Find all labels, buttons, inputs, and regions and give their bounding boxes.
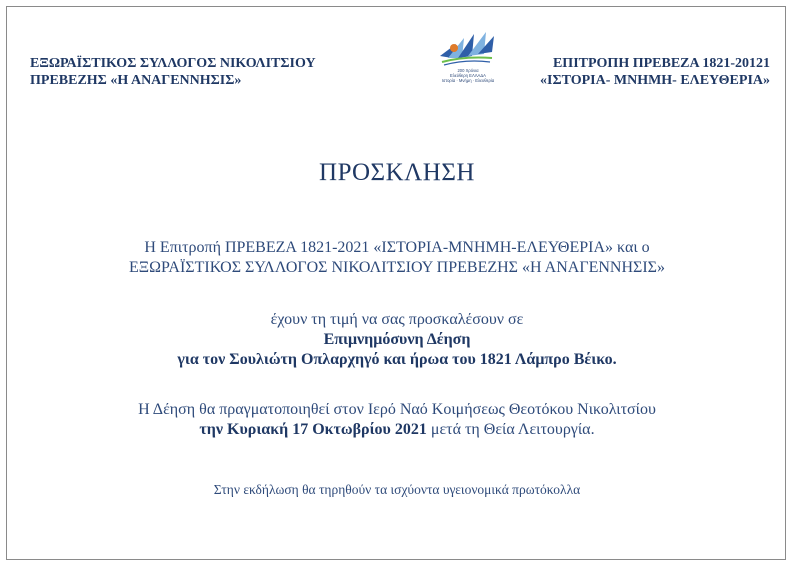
paragraph-organizers xyxy=(0,238,794,278)
header-right-line2: «ΙΣΤΟΡΙΑ- ΜΝΗΜΗ- ΕΛΕΥΘΕΡΙΑ» xyxy=(540,73,770,88)
header-right-line1: ΕΠΙΤΡΟΠΗ ΠΡΕΒΕΖΑ 1821-20121 xyxy=(552,56,770,71)
header-left xyxy=(30,55,316,89)
header-right xyxy=(540,55,770,89)
organizers-line2: ΕΞΩΡΑΪΣΤΙΚΟΣ ΣΥΛΛΟΓΟΣ ΝΙΚΟΛΙΤΣΙΟΥ ΠΡΕΒΕΖΗΣ «Η ΑΝΑΓΕΝΝΗΣΙΣ» xyxy=(129,259,665,276)
date-line-rest: μετά τη Θεία Λειτουργία. xyxy=(426,421,595,438)
header-left-line1: ΕΞΩΡΑΪΣΤΙΚΟΣ ΣΥΛΛΟΓΟΣ ΝΙΚΟΛΙΤΣΙΟΥ xyxy=(30,56,316,71)
logo-line3: Ιστορία · Μνήμη · Ελευθερία xyxy=(441,78,495,83)
organizers-line1: Η Επιτροπή ΠΡΕΒΕΖΑ 1821-2021 «ΙΣΤΟΡΙΑ-ΜΝΗΜΗ-ΕΛΕΥΘΕΡΙΑ» και ο xyxy=(144,239,650,256)
event-name: Επιμνημόσυνη Δέηση xyxy=(323,331,471,348)
event-date: την Κυριακή 17 Οκτωβρίου 2021 xyxy=(199,421,427,438)
logo-line2: Ελεύθερη ΕΛΛΑΔΑ xyxy=(450,73,486,78)
location-line: Η Δέηση θα πραγματοποιηθεί στον Ιερό Ναό Κοιμήσεως Θεοτόκου Νικολιτσίου xyxy=(138,401,656,418)
invitation-line1: έχουν τη τιμή να σας προσκαλέσουν σε xyxy=(270,311,524,328)
event-dedication: για τον Σουλιώτη Οπλαρχηγό και ήρωα του 1821 Λάμπρο Βέικο. xyxy=(177,351,617,368)
paragraph-invitation xyxy=(0,310,794,370)
invitation-title: ΠΡΟΣΚΛΗΣΗ xyxy=(319,159,475,186)
health-protocol-note: Στην εκδήλωση θα τηρηθούν τα ισχύοντα υγειονομικά πρωτόκολλα xyxy=(213,482,581,497)
page-border xyxy=(6,6,786,560)
paragraph-details xyxy=(0,400,794,440)
logo-line1: 200 Χρόνια xyxy=(457,68,479,73)
header-left-line2: ΠΡΕΒΕΖΗΣ «Η ΑΝΑΓΕΝΝΗΣΙΣ» xyxy=(30,73,242,88)
logo-caption xyxy=(440,68,496,83)
date-line xyxy=(0,420,794,440)
